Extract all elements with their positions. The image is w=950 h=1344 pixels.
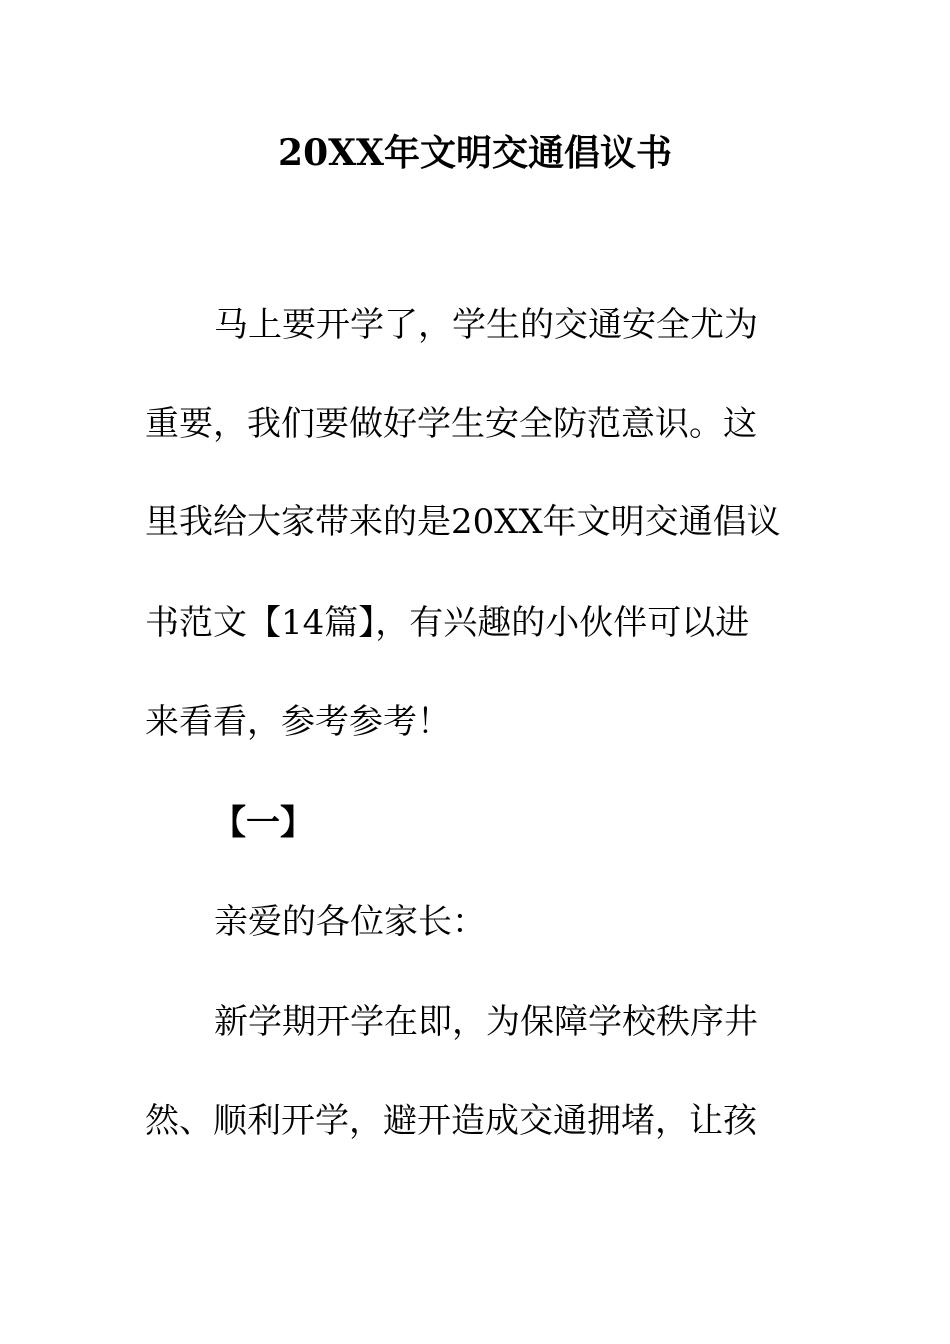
body-line: 新学期开学在即，为保障学校秩序井	[214, 1002, 758, 1042]
body-line: 然、顺利开学，避开造成交通拥堵，让孩	[145, 1101, 757, 1141]
intro-line: 马上要开学了，学生的交通安全尤为	[214, 305, 758, 345]
section-heading: 【一】	[212, 803, 314, 843]
salutation: 亲爱的各位家长：	[214, 902, 486, 942]
intro-line: 书范文【14篇】，有兴趣的小伙伴可以进	[145, 603, 750, 643]
document-title: 20XX年文明交通倡议书	[278, 132, 672, 174]
intro-line: 来看看，参考参考！	[145, 702, 451, 742]
intro-line: 重要，我们要做好学生安全防范意识。这	[145, 404, 757, 444]
intro-line: 里我给大家带来的是20XX年文明交通倡议	[145, 502, 781, 542]
